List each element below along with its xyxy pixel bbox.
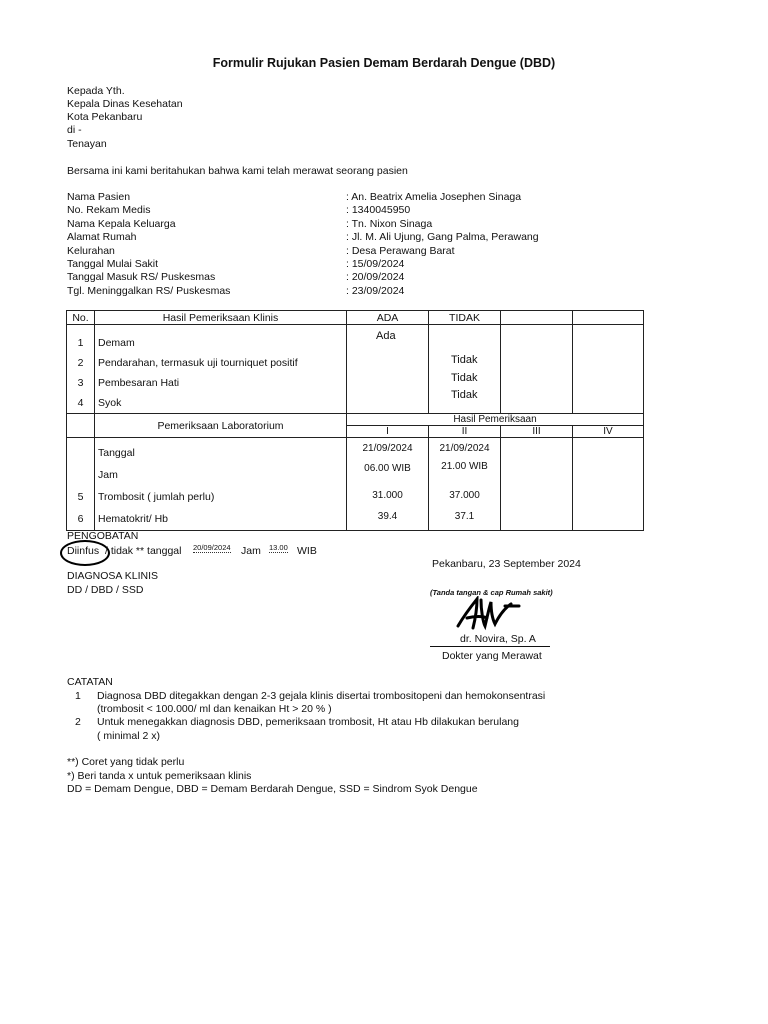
lab-header: Pemeriksaan Laboratorium	[95, 414, 347, 438]
row-number: 1	[77, 337, 84, 349]
field-label: Tgl. Meninggalkan RS/ Puskesmas	[67, 285, 231, 297]
signature-drawing	[455, 596, 535, 636]
klinis-label: Pendarahan, termasuk uji tourniquet positif	[98, 357, 298, 369]
hasil-header: Hasil Pemeriksaan	[347, 414, 644, 426]
catatan-line: Diagnosa DBD ditegakkan dengan 2-3 gejala klinis disertai trombositopeni dan hemokonsentrasi	[97, 690, 546, 702]
address-line: Kota Pekanbaru	[67, 111, 143, 123]
catatan-number: 1	[75, 690, 81, 702]
roman-3: III	[501, 426, 573, 438]
field-value: : 15/09/2024	[346, 258, 405, 270]
lab-no-cell	[67, 438, 95, 531]
place-date: Pekanbaru, 23 September 2024	[432, 558, 581, 570]
lab-label: Hematokrit/ Hb	[98, 513, 169, 525]
lab-label: Tanggal	[98, 447, 135, 459]
wib-text: WIB	[297, 545, 317, 557]
catatan-number: 2	[75, 716, 81, 728]
header-tidak: TIDAK	[429, 311, 501, 325]
field-value: : 20/09/2024	[346, 271, 405, 283]
field-label: Tanggal Masuk RS/ Puskesmas	[67, 271, 216, 283]
row-number: 2	[77, 357, 84, 369]
field-value: : Jl. M. Ali Ujung, Gang Palma, Perawang	[346, 231, 539, 243]
field-value: : Tn. Nixon Sinaga	[346, 218, 433, 230]
lab-value: 21/09/2024	[362, 443, 413, 454]
header-ada: ADA	[347, 311, 429, 325]
signature-line	[430, 646, 550, 647]
field-label: Kelurahan	[67, 245, 115, 257]
pengobatan-mid: / tidak ** tanggal	[105, 545, 182, 557]
field-label: Tanggal Mulai Sakit	[67, 258, 159, 270]
row-number: 4	[77, 397, 84, 409]
lab-col-4	[573, 438, 644, 531]
klinis-label: Demam	[98, 337, 135, 349]
field-value: : 1340045950	[346, 204, 411, 216]
address-line: Kepala Dinas Kesehatan	[67, 98, 183, 110]
row-number	[67, 464, 94, 486]
footnote: **) Coret yang tidak perlu	[67, 756, 185, 768]
catatan-line: Untuk menegakkan diagnosis DBD, pemeriksaan trombosit, Ht atau Hb dilakukan berulang	[97, 716, 519, 728]
klinis-label-cell	[95, 325, 347, 414]
roman-4: IV	[573, 426, 644, 438]
field-value: : Desa Perawang Barat	[346, 245, 455, 257]
lab-value: 06.00 WIB	[364, 463, 411, 474]
lab-label-cell	[95, 438, 347, 531]
field-value: : 23/09/2024	[346, 285, 405, 297]
footnote: DD = Demam Dengue, DBD = Demam Berdarah Dengue, SSD = Sindrom Syok Dengue	[67, 783, 478, 795]
klinis-no-cell	[67, 325, 95, 414]
jam-value: 13.00	[269, 543, 288, 552]
doctor-name: dr. Novira, Sp. A	[460, 633, 536, 645]
catatan-heading: CATATAN	[67, 676, 113, 688]
lab-value: 21/09/2024	[439, 443, 490, 454]
row-number	[67, 442, 94, 464]
tidak-value: Tidak	[451, 371, 478, 384]
address-line: Kepada Yth.	[67, 85, 125, 97]
diagnosa-heading: DIAGNOSA KLINIS	[67, 570, 159, 582]
row-number: 3	[77, 377, 84, 389]
intro-text: Bersama ini kami beritahukan bahwa kami telah merawat seorang pasien	[67, 165, 408, 177]
jam-label: Jam	[241, 545, 261, 557]
field-label: No. Rekam Medis	[67, 204, 151, 216]
row-number: 5	[77, 491, 84, 503]
lab-col-2	[429, 438, 501, 531]
klinis-label: Syok	[98, 397, 122, 409]
lab-value: 31.000	[372, 490, 403, 501]
pengobatan-heading: PENGOBATAN	[67, 530, 139, 542]
tanggal-value: 20/09/2024	[193, 543, 231, 552]
tidak-value: Tidak	[451, 389, 478, 401]
form-title: Formulir Rujukan Pasien Demam Berdarah Dengue (DBD)	[212, 56, 556, 70]
field-value: : An. Beatrix Amelia Josephen Sinaga	[346, 191, 522, 203]
lab-col-1	[347, 438, 429, 531]
diinfus-text: Diinfus	[67, 545, 100, 557]
clinical-table	[66, 310, 644, 531]
lab-value: 21.00 WIB	[441, 461, 488, 472]
lab-value: 37.000	[449, 490, 480, 501]
footnote: *) Beri tanda x untuk pemeriksaan klinis	[67, 770, 252, 782]
tidak-cell	[429, 325, 501, 414]
signature-note: (Tanda tangan & cap Rumah sakit)	[430, 588, 553, 597]
catatan-line: (trombosit < 100.000/ ml dan kenaikan Ht > 20 % )	[97, 703, 332, 715]
catatan-line: ( minimal 2 x)	[97, 730, 161, 742]
lab-value: 39.4	[377, 511, 398, 522]
field-label: Nama Kepala Keluarga	[67, 218, 176, 230]
klinis-label: Pembesaran Hati	[98, 377, 180, 389]
roman-1: I	[347, 426, 429, 438]
header-no: No.	[67, 311, 95, 325]
ada-cell	[347, 325, 429, 414]
row-number: 6	[77, 513, 84, 525]
field-label: Alamat Rumah	[67, 231, 137, 243]
field-label: Nama Pasien	[67, 191, 131, 203]
lab-label: Trombosit ( jumlah perlu)	[98, 491, 215, 503]
roman-2: II	[429, 426, 501, 438]
lab-value: 37.1	[454, 511, 475, 522]
address-line: di -	[67, 124, 82, 136]
header-hasil: Hasil Pemeriksaan Klinis	[95, 311, 347, 325]
ada-value: Ada	[376, 330, 396, 342]
doctor-role: Dokter yang Merawat	[442, 650, 542, 662]
tidak-value: Tidak	[451, 354, 478, 366]
address-line: Tenayan	[67, 138, 107, 150]
lab-col-3	[501, 438, 573, 531]
lab-label: Jam	[98, 469, 118, 481]
diagnosa-options: DD / DBD / SSD	[67, 584, 144, 596]
